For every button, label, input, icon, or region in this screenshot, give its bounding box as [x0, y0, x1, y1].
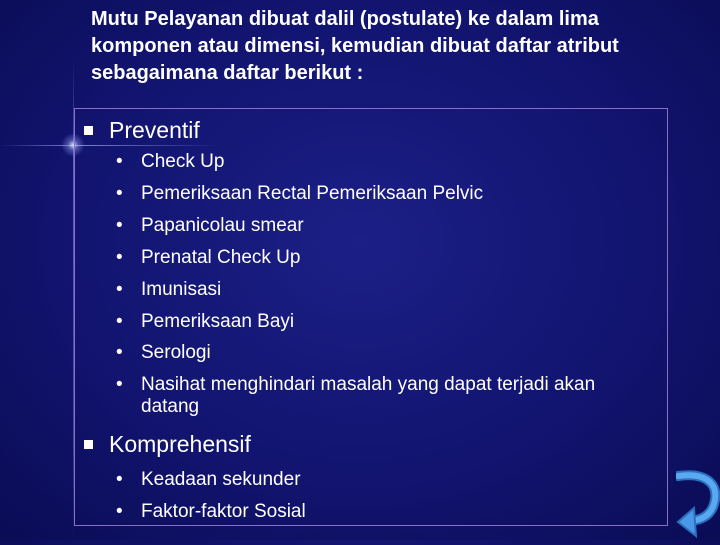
return-arrow-icon[interactable]	[676, 470, 720, 540]
section-heading-label: Komprehensif	[109, 431, 251, 457]
list-item-label: Keadaan sekunder	[141, 469, 301, 490]
bullet-icon: •	[116, 501, 123, 522]
bullet-icon: •	[116, 469, 123, 490]
list-item-label: Nasihat menghindari masalah yang dapat terjadi akan datang	[141, 374, 596, 417]
bullet-icon: •	[116, 311, 123, 332]
bullet-icon: •	[116, 342, 123, 363]
list-item-label: Pemeriksaan Rectal Pemeriksaan Pelvic	[141, 183, 484, 204]
list-item-label: Imunisasi	[141, 279, 222, 300]
list-item-label: Faktor-faktor Sosial	[141, 501, 306, 522]
list-item-label: Pemeriksaan Bayi	[141, 311, 295, 332]
square-bullet-icon	[84, 440, 93, 449]
list-item-label: Prenatal Check Up	[141, 247, 301, 268]
list-item-label: Papanicolau smear	[141, 215, 304, 236]
bullet-icon: •	[116, 215, 123, 236]
square-bullet-icon	[84, 126, 93, 135]
bullet-icon: •	[116, 374, 123, 395]
list-item-label: Serologi	[141, 342, 211, 363]
bullet-icon: •	[116, 279, 123, 300]
bullet-icon: •	[116, 151, 123, 172]
bullet-icon: •	[116, 183, 123, 204]
list-item-label: Check Up	[141, 151, 225, 172]
slide-title: Mutu Pelayanan dibuat dalil (postulate) ke dalam lima komponen atau dimensi, kemudian dibuat daftar atribut sebagaimana daftar berikut :	[91, 8, 619, 84]
section-heading-label: Preventif	[109, 117, 200, 143]
bullet-icon: •	[116, 247, 123, 268]
